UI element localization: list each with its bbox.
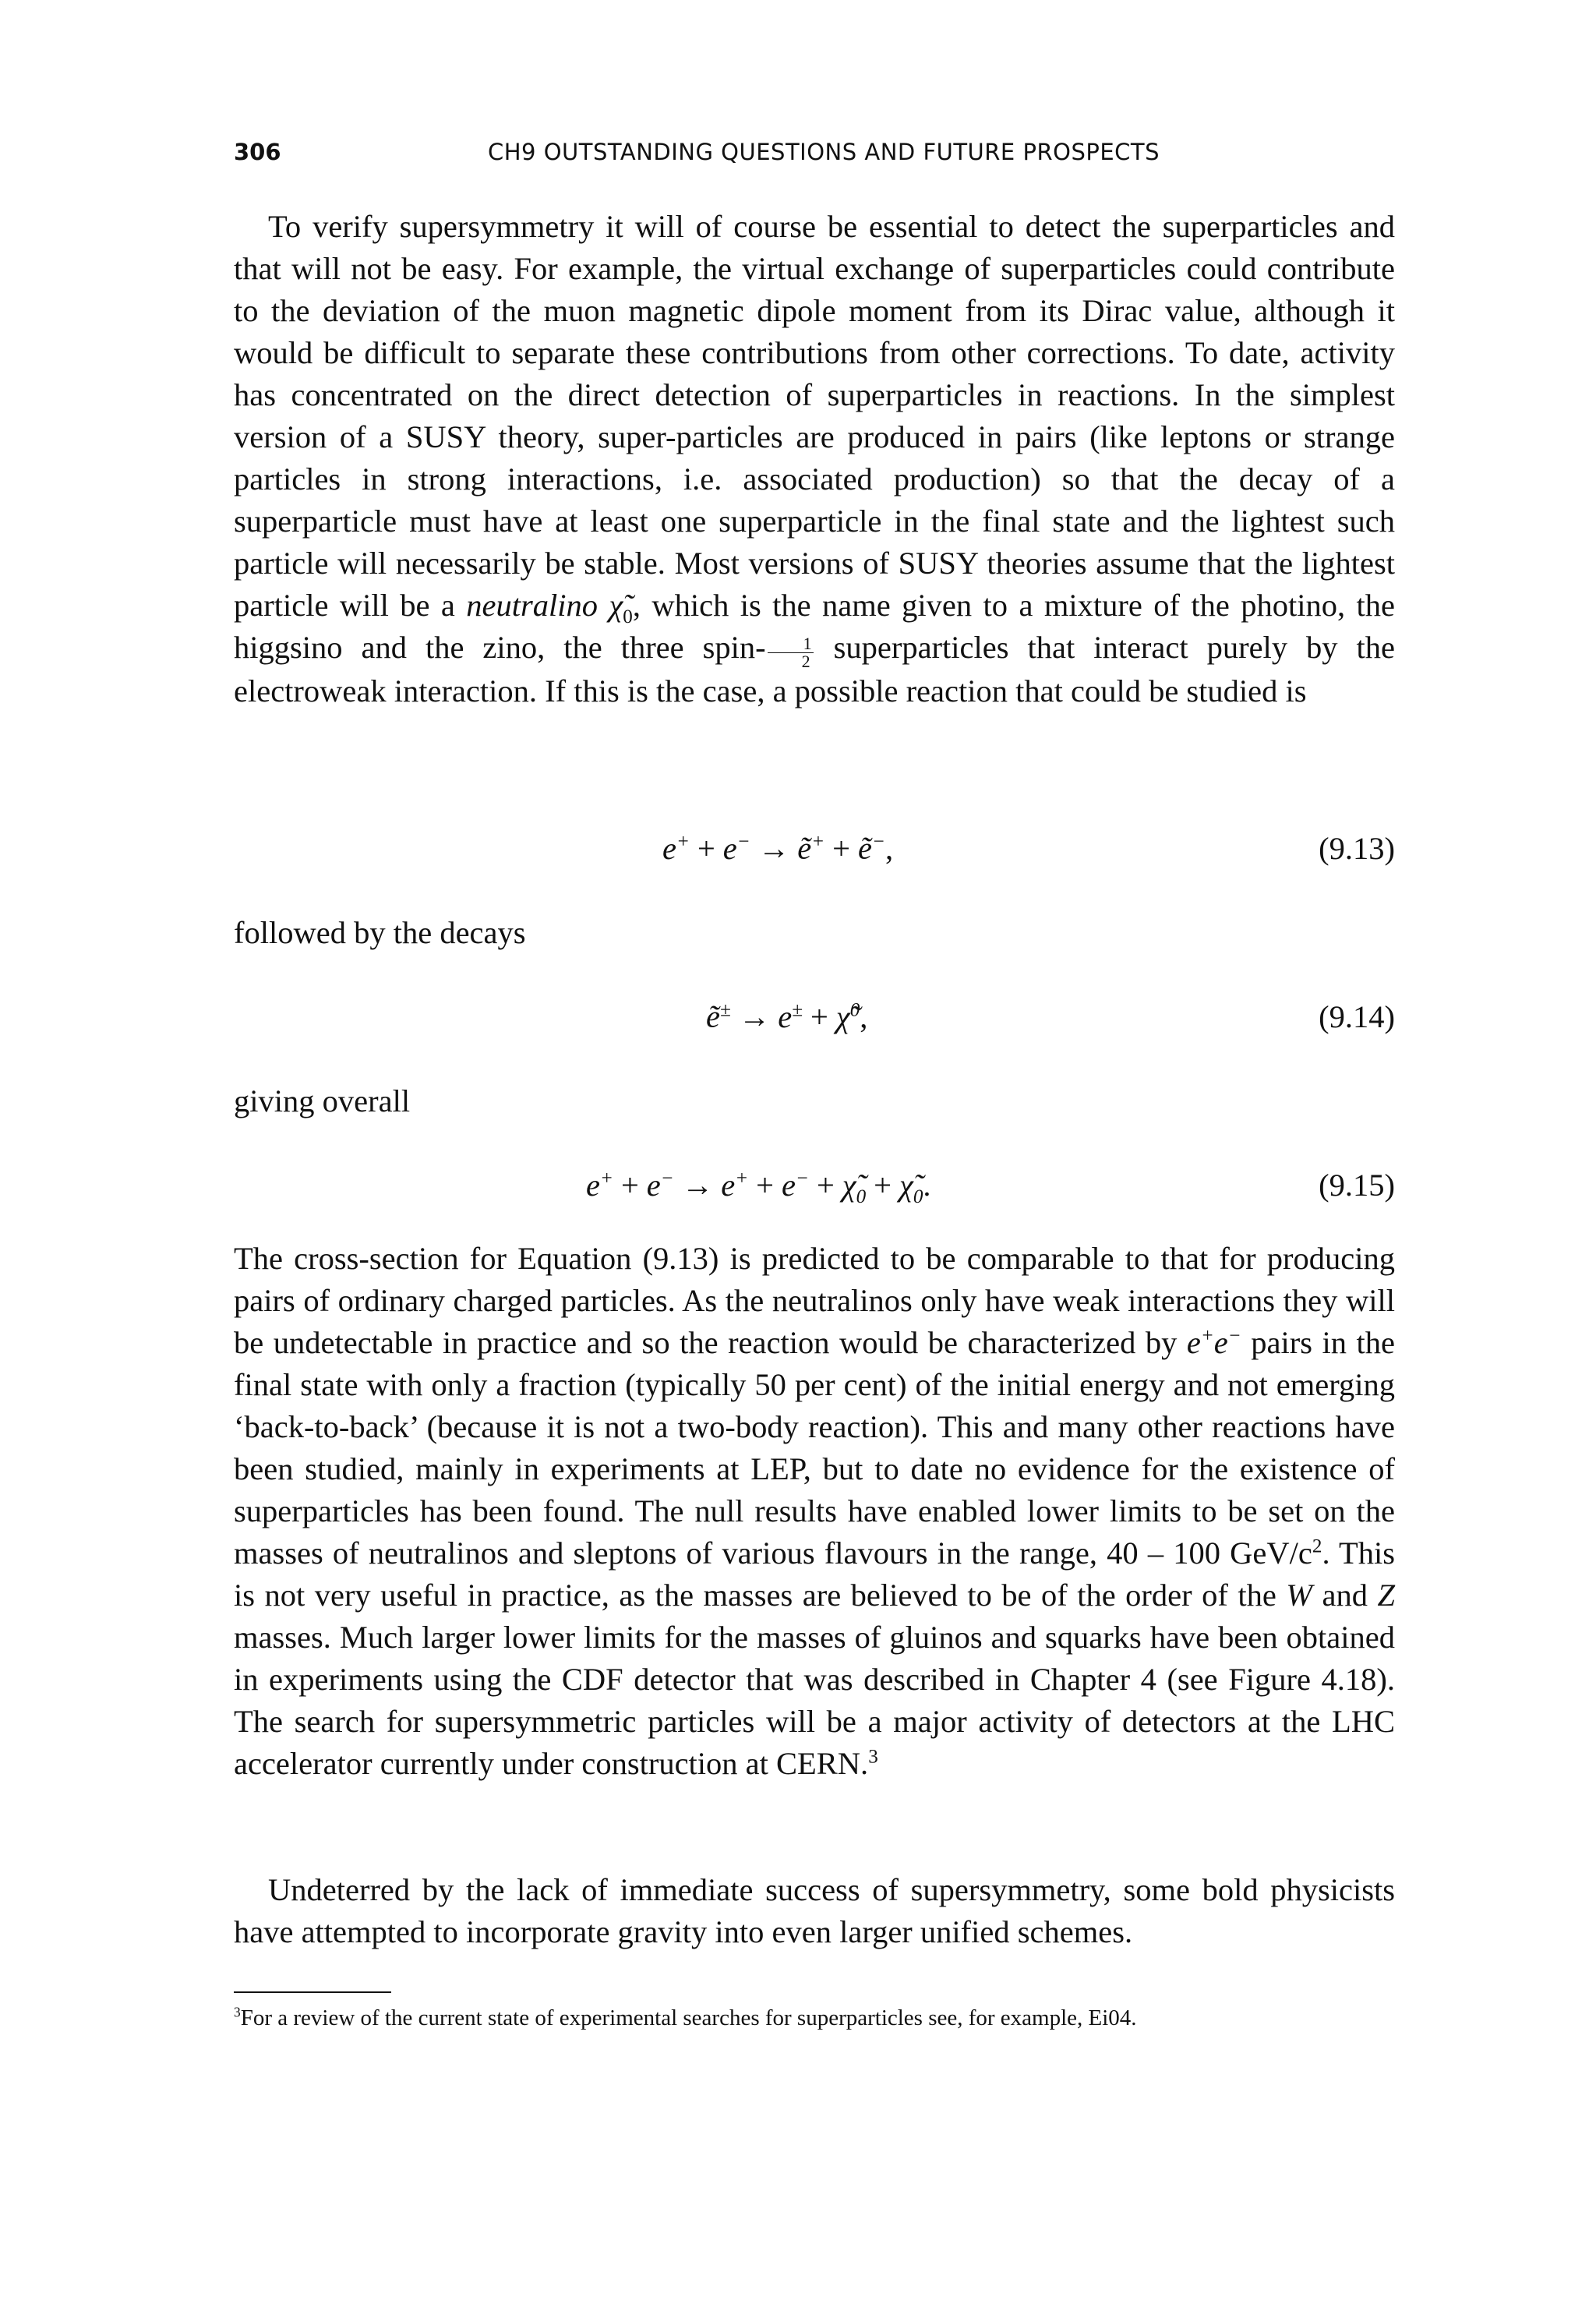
equation-9-13-expression: e+ + e− → ẽ+ + ẽ−, bbox=[662, 831, 894, 866]
running-title: CH9 OUTSTANDING QUESTIONS AND FUTURE PROSPECTS bbox=[488, 139, 1160, 165]
equation-number: (9.15) bbox=[1319, 1168, 1395, 1203]
equation-9-15-expression: $e^+ + e^- \to e^+ + e^- + \chĩ_0$ + $\chĩ_0$. bbox=[586, 1168, 931, 1208]
positron-electron-symbol: e+e− bbox=[1186, 1325, 1241, 1360]
equation-9-14 bbox=[234, 996, 1395, 1043]
connector-giving: giving overall bbox=[234, 1083, 411, 1118]
equation-9-13 bbox=[234, 828, 1395, 875]
equation-number: (9.14) bbox=[1319, 999, 1395, 1034]
neutralino-symbol: $\chĩ_0$ bbox=[609, 588, 633, 628]
equation-9-15 bbox=[234, 1164, 1395, 1211]
paragraph-cross-section: The cross-section for Equation (9.13) is predicted to be comparable to that for producing pairs of ordinary charged particles. As the neutralinos only have weak interactions they will be undetectable in practice and so the reaction would be characterized by e+e− pairs in the final state with only a fraction (typically 50 per cent) of the initial energy and not emerging ‘back-to-back’ (because it is not a two-body reaction). This and many other reactions have been studied, mainly in experiments at LEP, but to date no evidence for the existence of superparticles has been found. The null results have enabled lower limits to be set on the masses of neutralinos and sleptons of various flavours in the range, 40 – 100 GeV/$c^2$. This is not very useful in practice, as the masses are believed to be of the order of the W and Z masses. Much larger lower limits for the masses of gluinos and squarks have been obtained in experiments using the CDF detector that was described in Chapter 4 (see Figure 4.18). The search for supersymmetric particles will be a major activity of detectors at the LHC accelerator currently under construction at CERN.$^3$ bbox=[234, 1241, 1395, 1781]
footnote-divider bbox=[234, 1991, 391, 1993]
superscript-2: 2 bbox=[1312, 1535, 1322, 1557]
paragraph-supersymmetry-detection: To verify supersymmetry it will of course be essential to detect the superparticles and that will not be easy. For example, the virtual exchange of superparticles could contribute to the deviation of the muon magnetic dipole moment from its Dirac value, although it would be difficult to separate these contributions from other corrections. To date, activity has concentrated on the direct detection of superparticles in reactions. In the simplest version of a SUSY theory, super-particles are produced in pairs (like leptons or strange particles in strong interactions, i.e. associated production) so that the decay of a superparticle must have at least one superparticle in the final state and the lightest such particle will necessarily be stable. Most versions of SUSY theories assume that the lightest particle will be a neutralino $\chĩ_0$, which is the name given to a mixture of the photino, the higgsino and the zino, the three spin- $\frac{1}{2}$ superparticles that interact purely by the electroweak interaction. If this is the case, a possible reaction that could be studied is bbox=[234, 209, 1396, 708]
equation-number: (9.13) bbox=[1319, 831, 1395, 866]
connector-followed: followed by the decays bbox=[234, 915, 526, 950]
footnote-reference[interactable]: 3 bbox=[868, 1746, 878, 1768]
footnote bbox=[234, 2003, 1395, 2033]
page-header bbox=[234, 139, 1395, 173]
equation-9-14-expression: ẽ± → e± + χ̃$^0$, bbox=[706, 999, 868, 1034]
page-number: 306 bbox=[234, 139, 281, 165]
footnote-marker: 3 bbox=[234, 2004, 241, 2020]
neutralino-term: neutralino bbox=[466, 588, 598, 623]
half-fraction: $\frac{1}{2}$ bbox=[768, 635, 814, 670]
footnote-text: For a review of the current state of experimental searches for superparticles see, for example, Ei04. bbox=[240, 2005, 1137, 2030]
paragraph-gravity: Undeterred by the lack of immediate success of supersymmetry, some bold physicists have attempted to incorporate gravity into even larger unified schemes. bbox=[234, 1872, 1395, 1949]
